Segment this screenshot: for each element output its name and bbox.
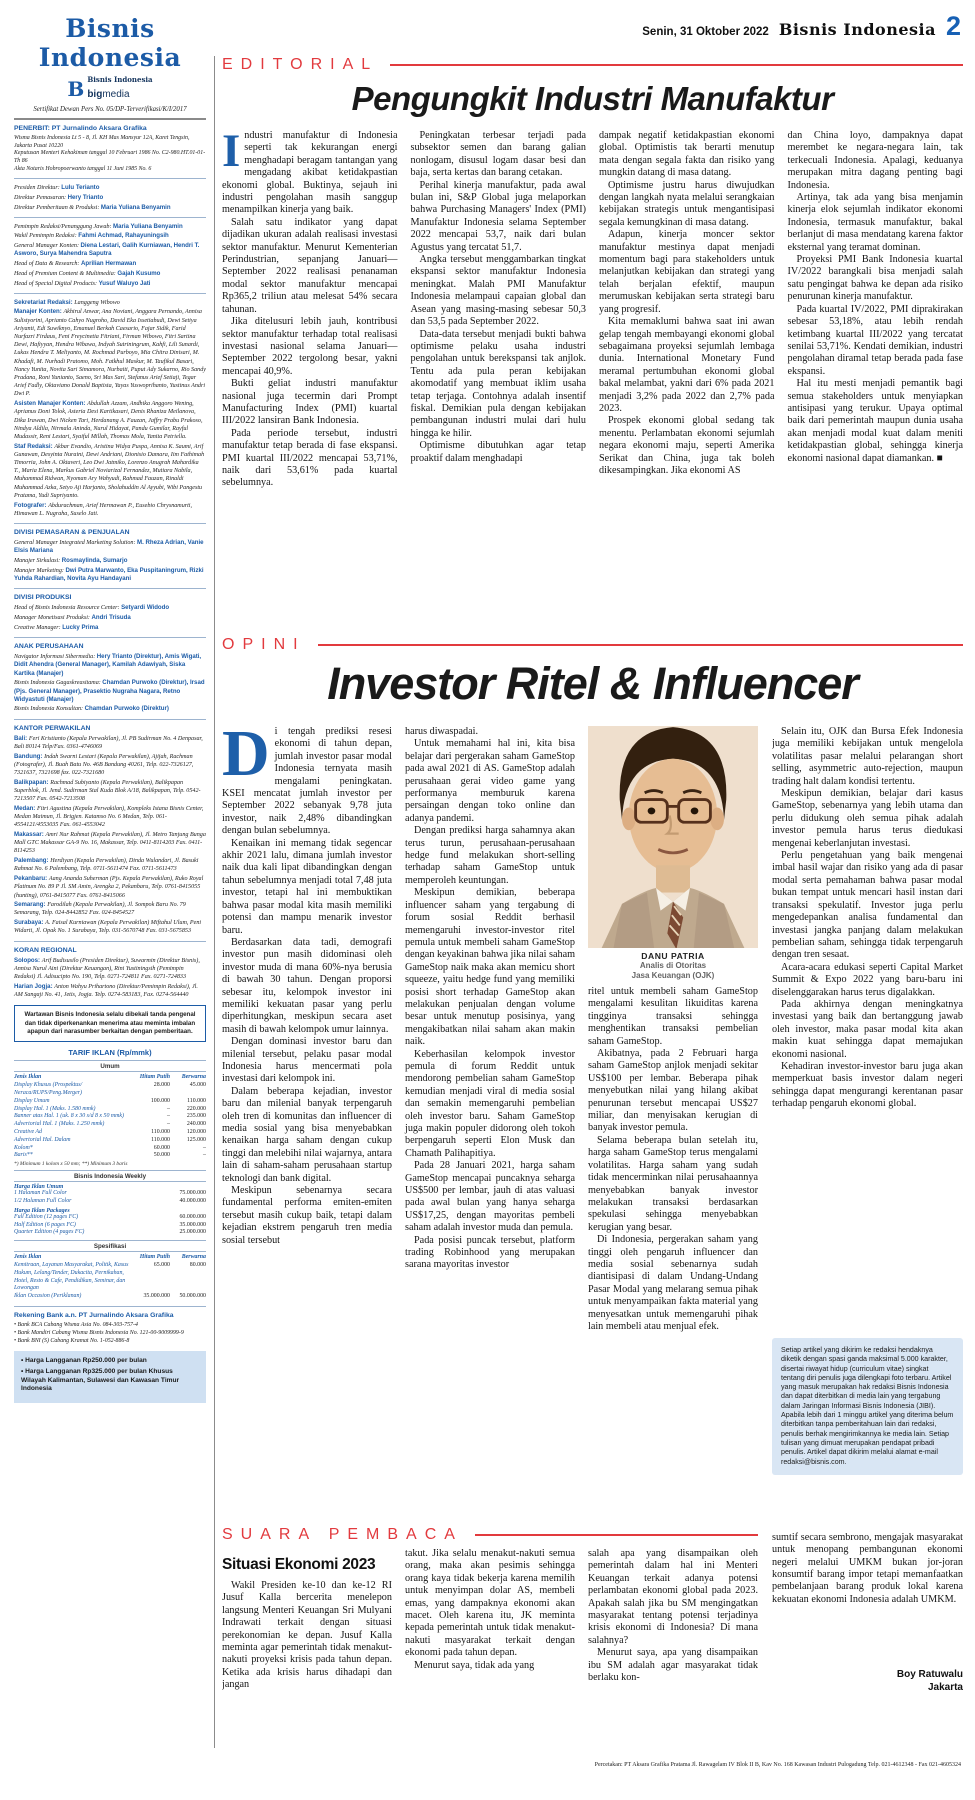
editorial-col-3: dampak negatif ketidakpastian ekonomi global. Optimistis tak berarti menutup mata dengan segala fakta dan risiko yang mungkin datang di masa datang. Optimisme justru harus diwujudkan dengan langkah nyata melalui serangkaian kebijakan strategis untuk mengantisipasi segala kemungkinan di masa datang. Adapun, kinerja moncer sektor manufaktur mestinya dapat menjadi momentum bagi para stakeholders untuk melanjutkan kebijakan dan strategi yang telah berjalan efektif, maupun merumuskan kebijakan serta strategi baru yang progresif. Kita memaklumi bahwa saat ini awan gelap tengah membayangi ekonomi global sebagaimana proyeksi sejumlah lembaga dunia. International Monetary Fund meramal pertumbuhan ekonomi global bakal melambat, yakni dari 6% pada 2021 menjadi 3,2% pada 2022 dan 2,7% pada 2023. Prospek ekonomi global sedang tak menentu. Perlambatan ekonomi sejumlah negara ekonomi maju, seperti Amerika Serikat dan China, juga tak boleh dikesampingkan. Jika ekonomi AS bbox=[599, 130, 775, 476]
signature-city: Jakarta bbox=[927, 1681, 963, 1693]
tarif-spesifikasi-header: Spesifikasi bbox=[14, 1240, 206, 1252]
tarif-umum-table: Display Khusus (Prospektus/ Neraca/RUPS/Peng.Merger) 28.000 45.000 Display Umum 100.000 110.000 Display Hal. 1 (Maks. 1.580 mmk) – 220.000 Banner atas Hal. 1 (uk. 8 x 30 s/d 8 x 50 mmk) – 235.000 Advertorial Hal. 1 (Maks. 1.250 mmk) – 240.000 Creative Ad 110.000 120.000 Advertorial Hal. Dalam 110.000 125.000 Kolom* 60.000 – Baris** 50.000 – bbox=[14, 1082, 206, 1159]
suara-body bbox=[222, 1548, 758, 1718]
anak-perusahaan-block: ANAK PERUSAHAAN Navigator Informasi Sibermedia: Hery Trianto (Direktur), Amis Wigati, Didit Ahendra (General Manager), Kamilah Adawiyah, Siska Kartika (Manajer) Bisnis Indonesia Gagaskreasitama: Chamdan Purwoko (Direktur), Irsad (Pjs. General Manager), Prasektio Nugraha Nagara, Retno Widyastuti (Manajer) Bisnis Indonesia Konsultan: Chamdan Purwoko (Direktur) bbox=[14, 643, 205, 713]
publisher-title: PENERBIT: PT Jurnalindo Aksara Grafika bbox=[14, 125, 147, 132]
opini-col-4: Selain itu, OJK dan Bursa Efek Indonesia juga memiliki kebijakan untuk mengelola volatilitas pasar melalui pelarangan short selling, asymmetric auto-rejection, maupun trading halt dalam kondisi tertentu. Meskipun demikian, belajar dari kasus GameStop, sebenarnya yang lebih utama dan perlu didukung oleh semua pihak adalah investor pemula harus terus diedukasi mengenai keberlanjutan investasi. Perlu pengetahuan yang baik mengenai imbal hasil wajar dan risiko yang ada di pasar modal serta pemahaman bahwa pasar modal bukan tempat untuk mencari hasil instan dari transaksi spekulatif. Investor juga perlu mengedepankan analisa fundamental dan investasi jangka panjang dalam melakukan pembelian saham, sehingga tidak terpengaruh dengan tren sesaat. Acara-acara edukasi seperti Capital Market Summit & Expo 2022 yang baru-baru ini diselenggarakan harus terus digalakkan. Pada akhirnya dengan meningkatnya investasi yang baik dan bertanggung jawab oleh investor, maka pasar modal kita akan makin kuat sehingga dapat memajukan ekonomi nasional. Kehadiran investor-investor baru juga akan memperkuat basis investor dalam negeri sehingga dapat mengurangi kerentanan pasar terhadap pengaruh ekonomi global. bbox=[772, 726, 963, 1110]
publisher-block bbox=[14, 125, 206, 173]
editorial-rule bbox=[390, 64, 963, 66]
koran-regional-block: KORAN REGIONAL Solopos: Arif Budisusilo (Presiden Direktur), Suwarmin (Direktur Bisnis), Annisa Nurul Aini (Direktur Keuangan), Rini Yustiningsih (Pemimpin Redaksi) Jl. Adisucipto No. 190, Telp. 0271-724811 Fax. 0271-724833 Harian Jogja: Anton Wahyu Prihartono (Direktur/Pemimpin Redaksi), Jl. AM Sangaji No. 41, Jetis, Jogja. Telp. 0274-583183, Fax. 0274-564440 bbox=[14, 946, 200, 999]
page-header bbox=[642, 11, 961, 41]
signature-name: Boy Ratuwalu bbox=[896, 1668, 963, 1680]
printer-imprint: Percetakan: PT Aksara Grafika Pratama Jl. Rawagelam IV Blok II B, Kav No. 168 Kawasan Industri Pulogadung Telp. 021-4612348 - Fax 021-4605324 bbox=[594, 1762, 961, 1768]
editorial-col-1: Industri manufaktur di Indonesia seperti tak kekurangan energi menghadapi beragam tantangan yang mengadang akibat ketidakpastian ekonomi global. Buktinya, sejauh ini industri pengolahan masih sanggup menampilkan kinerja yang baik. Salah satu indikator yang dapat dijadikan ukuran adalah realisasi investasi sektor manufaktur. Menurut Kementerian Perindustrian, sepanjang Januari—September 2022 realisasi penanaman modal sektor manufaktur mencapai Rp365,2 triliun atau melesat 54% secara tahunan. Jika ditelusuri lebih jauh, kontribusi sektor manufaktur terhadap total realisasi investasi nasional selama Januari—September 2022 tergolong besar, yakni mencapai 40,9%. Bukti geliat industri manufaktur nasional juga tecermin dari Prompt Manufacturing Index (PMI) kuartal III/2022 lansiran Bank Indonesia. Pada periode tersebut, industri manufaktur tetap berada di fase ekspansi. PMI kuartal III/2022 mencapai 53,71%, naik dari 53,61% pada kuartal sebelumnya. bbox=[222, 130, 398, 489]
bigmedia-b-icon: B bbox=[67, 76, 85, 101]
opini-dropcap: D bbox=[222, 726, 270, 790]
publisher-lines: Wisma Bisnis Indonesia Lt 5 - 8, Jl. KH Mas Mansyur 12A, Karet Tengsin, Jakarta Pusat 10220 Keputusan Menteri Kehakiman tanggal 10 Februari 1986 No. C2-980.HT.01-01-Th 86 Akta Notaris Hobropoerwanto tanggal 11 Juni 1985 No. 6 bbox=[14, 135, 206, 172]
editorial-col-4: dan China loyo, dampaknya dapat merembet ke negara-negara lain, tak terkecuali Indonesia. Apalagi, keduanya merupakan mitra dagang penting bagi Indonesia. Artinya, tak ada yang bisa menjamin kinerja elok sejumlah indikator ekonomi Indonesia, termasuk manufaktur, bakal berlanjut di masa mendatang karena faktor eksternal yang teramat dominan. Proyeksi PMI Bank Indonesia kuartal IV/2022 barangkali bisa menjadi salah satu pengingat bahwa ke depan ada risiko penurunan kinerja manufaktur. Pada kuartal IV/2022, PMI diprakirakan sebesar 53,18%, atau lebih rendah ketimbang kuartal III/2022 yang tercatat senilai 53,71%. Kendati demikian, industri pengolahan diramal tetap berada pada fase ekspansi. Hal itu mesti menjadi pemantik bagi semua stakeholders untuk menyiapkan antisipasi yang terukur. Upaya optimal baik dari pemerintah maupun dunia usaha akan menjadi modal kuat dalam meniti ketidakpastian global, sehingga kinerja ekonomi nasional dapat diamankan. ■ bbox=[787, 130, 963, 464]
tarif-spesifikasi-table: Kemitraan, Layanan Masyarakat, Politik, Kasus Hukum, Lelang/Tender, Dukacita, Pernikahan, Hotel, Resto & Cafe, Pendidikan, Seminar, dan Lowongan 65.000 80.000 Iklan Occasion (Periklanan) 35.000.000 50.000.000 bbox=[14, 1262, 206, 1300]
tarif-iklan-title: TARIF IKLAN (Rp/mmk) bbox=[68, 1048, 152, 1058]
opini-col-2: harus diwaspadai. Untuk memahami hal ini, kita bisa belajar dari pergerakan saham GameStop pada awal 2021 di AS. GameStop adalah perusahaan gerai video game yang performanya memburuk karena persaingan dengan toko online dan adanya pandemi. Dengan prediksi harga sahamnya akan terus turun, perusahaan-perusahaan hedge fund melakukan short-selling terhadap saham GameStop untuk memperoleh keuntungan. Meskipun demikian, beberapa influencer saham yang tergabung di forum sosial Reddit berhasil memengaruhi investor-investor ritel pemula untuk membeli saham GameStop dengan keyakinan bahwa jika nilai saham GameStop naik maka akan memicu short squeeze, yaitu hedge fund yang memiliki posisi short terhadap GameStop akan melakukan penjualan dengan volume besar untuk menutup posisinya, yang mengakibatkan nilai saham akan makin naik. Keberhasilan kelompok investor pemula di forum Reddit untuk mendorong pembelian saham GameStop kemudian menjadi viral di media sosial dan semakin memengaruhi pembelian oleh investor baru. Saham GameStop juga makin populer didorong oleh tokoh berpengaruh seperti Elon Musk dan Chamath Palihapitiya. Pada 28 Januari 2021, harga saham GameStop mencapai puncaknya seharga US$500 per lembar, jauh di atas valuasi pada awal bulan yang hanya seharga US$17,25, dengan mayoritas pembeli saham adalah investor muda dan pemula. Pada posisi puncak tersebut, platform trading Robinhood yang merupakan sarana mayoritas investor bbox=[405, 726, 576, 1271]
editorial-col-2: Peningkatan terbesar terjadi pada subsektor semen dan barang galian nonlogam, disusul logam dasar besi dan baja, serta kertas dan barang cetakan. Perihal kinerja manufaktur, pada awal bulan ini, S&P Global juga melaporkan bahwa Purchasing Managers' Index (PMI) Manufaktur Indonesia selama September 2022 mencapai 53,7, naik dari bulan Agustus yang tercatat 51,7. Angka tersebut menggambarkan tingkat ekspansi sektor manufaktur Indonesia meningkat. Malah PMI Manufaktur Indonesia melampaui capaian global dan Asean yang masing-masing sebesar 50,3 dan 53,5 pada September 2022. Data-data tersebut menjadi bukti bahwa optimisme pelaku usaha industri pengolahan untuk berekspansi tak anjlok. Tentu ada pula peran kebijakan akomodatif yang membuat iklim usaha tetap terjaga. Contohnya adalah insentif fiskal. Demikian pula dengan kebijakan pembangunan industri mulai dari hulu hingga ke hilir. Optimisme dibutuhkan agar tetap proaktif dalam menghadapi bbox=[410, 130, 586, 464]
edition-date: Senin, 31 Oktober 2022 bbox=[642, 26, 769, 38]
editorial-section-header bbox=[222, 56, 963, 74]
suara-label: SUARA PEMBACA bbox=[222, 1526, 463, 1543]
tarif-weekly-table-1: 1 Halaman Full Color 75.000.000 1/2 Halaman Full Color 40.000.000 bbox=[14, 1190, 206, 1205]
right-rail bbox=[772, 726, 963, 1718]
suara-section-header bbox=[222, 1526, 758, 1544]
author-caption: DANU PATRIA Analis di Otoritas Jasa Keuangan (OJK) bbox=[588, 951, 758, 980]
tarif-spesifikasi-columns: Jenis Iklan Hitam Putih Berwarna bbox=[14, 1254, 206, 1261]
opini-body bbox=[222, 726, 758, 1514]
tarif-weekly-table-2: Full Edition (12 pages FC) 60.000.000 Half Edition (6 pages FC) 35.000.000 Quarter Edition (4 pages FC) 25.000.000 bbox=[14, 1213, 206, 1236]
newspaper-logo: Bisnis Indonesia bbox=[38, 14, 182, 72]
wartawan-notice-box: Wartawan Bisnis Indonesia selalu dibekali tanda pengenal dan tidak diperkenankan menerima atau meminta imbalan apapun dari narasumber berkaitan dengan pemberitaan. bbox=[14, 1005, 206, 1042]
suara-rule bbox=[475, 1534, 758, 1536]
directors-block: Presiden Direktur: Lulu Terianto Direktur Pemasaran: Hery Trianto Direktur Pemberitaan & Produksi: Maria Yuliana Benyamin bbox=[14, 184, 171, 211]
suara-col-4: sumtif secara sembrono, mengajak masyarakat untuk menopang pembangunan ekonomi negeri melalui UMKM bukan jor-joran konsumtif barang impor tetapi memanfaatkan pembelanjaan barang produk lokal karena kekuatan ekonomi Indonesia adalah UMKM. bbox=[772, 1531, 963, 1605]
suara-col-2: takut. Jika selalu menakut-nakuti semua orang, maka akan pesimis sehingga orang kaya tidak bekerja karena memilih untuk menyimpan dolar AS, membeli emas, yang dampaknya ekonomi akan macet. Oleh karena itu, JK meminta kepada pemerintah untuk tidak menakut-nakuti masyarakat terkait dengan ekonomi pada tahun depan. Menurut saya, tidak ada yang bbox=[405, 1548, 575, 1671]
suara-col-1: Situasi Ekonomi 2023 Wakil Presiden ke-10 dan ke-12 RI Jusuf Kalla bercerita menelepon langsung Menteri Keuangan Sri Mulyani Indrawati terkait dengan situasi perekonomian ke depan. Jusuf Kalla meminta agar pemerintah tidak menakut-nakuti proyeksi krisis pada tahun depan. Ketika ada krisis harus dihadapi dan jangan bbox=[222, 1556, 392, 1691]
suara-pembaca-section bbox=[222, 1526, 758, 1718]
divisi-pemasaran-block: DIVISI PEMASARAN & PENJUALAN General Manager Integrated Marketing Solution: M. Rheza Adrian, Vanie Elsis Mariana Manajer Sirkulasi: Rosmaylinda, Sumarjo Manajer Marketing: Dwi Putra Marwanto, Eka Puspitaningrum, Rizki Yuhda Rahardian, Novita Ayu Handayani bbox=[14, 528, 204, 582]
editorial-label: EDITORIAL bbox=[222, 56, 379, 73]
opini-rule bbox=[318, 644, 963, 646]
opini-label: OPINI bbox=[222, 636, 306, 653]
kantor-perwakilan-block: KANTOR PERWAKILAN Bali: Feri Kristianto (Kepala Perwakilan), Jl. PB Sudirman No. 4 Denpasar, Bali 80114 Telp/Fax. 0361-4746069 Bandung: Indah Swarni Lestari (Kepala Perwakilan), Ajijah, Rachman (Fotografer), Jl. Buah Batu No. 46B Bandung 40261, Telp. 022-7326127, 7321637, 7321698 fax. 022-7321680 Balikpapan: Rachmad Subiyanto (Kepala Perwakilan), Balikpapan Superblok, Jl. Jend. Sudirman Stal Kuda Blok A/18, Balikpapan, Telp. 0542-7213507 Fax. 0542-7213508 Medan: Fitri Agustina (Kepala Perwakilan), Kompleks Istana Bisnis Center, Medan Maimun, Jl. Brigjen. Katamso No. 6 Medan, Telp. 061-4554121/4553035 Fax. 061-4553042 Makassar: Amri Nur Rahmat (Kepala Perwakilan), Jl. Metro Tanjung Bunga Mall GTC Makassar GA-9 No. 16, Makassar, Telp. 0411-8114203 Fax. 0411-8114253 Palembang: Herdiyan (Kepala Perwakilan), Dinda Wulandari, Jl. Basuki Rahmat No. 6 Palembang, Telp. 0711-5611474 Fax. 0711-5611473 Pekanbaru: Aang Ananda Suherman (Pjs. Kepala Perwakilan), Ruko Royal Platinum No. 89 P Jl. SM Amin, Arengka 2, Pekanbaru, Telp. 0761-8415055 (hunting), 0761-8415077 Fax. 0761-8415066 Semarang: Farodilah (Kepala Perwakilan), Jl. Sompok Baru No. 79 Semarang, Telp. 024-8442852 Fax. 024-8454527 Surabaya: A. Faisal Kurniawan (Kepala Perwakilan) Miftahul Ulum, Peni Widarti, Jl. Opak No. 1 Surabaya, Telp. 031-5670748 Fax. 031-5675853 bbox=[14, 724, 206, 935]
suara-letter-title: Situasi Ekonomi 2023 bbox=[222, 1556, 376, 1573]
opini-col-1: Di tengah prediksi resesi ekonomi di tahun depan, jumlah investor pasar modal Indonesia ternyata masih mengalami peningkatan. KSEI mencatat jumlah investor per September 2022 sebanyak 9,78 juta investor, naik 2,48% dibandingkan dengan bulan sebelumnya. Kenaikan ini memang tidak segencar akhir 2021 lalu, dimana jumlah investor naik dua kali lipat dibandingkan dengan tahun sebelumnya menjadi total 7,48 juta investor, tetapi hal ini membuktikan bahwa pasar modal kita masih memiliki potensi dan mampu menarik investor baru. Berdasarkan data tadi, demografi investor pun masih didominasi oleh investor muda di mana 60%-nya berusia di bawah 30 tahun. Dengan proporsi sebesar itu, kelompok investor ini memiliki kekuatan pasar yang perlu diperhitungkan, meskipun secara aset masih di bawah kelompok umur lainnya. Dengan dominasi investor baru dan milenial tersebut, pelaku pasar modal Indonesia harus mencermati pola investasi dari kelompok ini. Dalam beberapa kejadian, investor baru dan milenial banyak terpengaruh oleh tren di komunitas dan influencer di media sosial yang bisa menyebabkan kenaikan harga saham dengan cukup tinggi dan melebihi nilai wajarnya, antara lain di saham-saham perusahaan startup teknologi dan bank digital. Meskipun sebenarnya secara fundamental performa emiten-emiten tersebut masih cukup baik, tetapi dalam kejadian ekstrem pengaruh tren media sosial tersebut bbox=[222, 726, 392, 1246]
editorial-headline: Pengungkit Industri Manufaktur bbox=[351, 80, 834, 117]
harga-langganan-box: • Harga Langganan Rp250.000 per bulan • Harga Langganan Rp325.000 per bulan Khusus Wilayah Kalimantan, Sulawesi dan Kawasan Timur Indonesia bbox=[14, 1351, 206, 1403]
opini-headline: Investor Ritel & Influencer bbox=[327, 658, 858, 709]
editorial-dropcap: I bbox=[222, 130, 241, 177]
brand-name: Bisnis Indonesia bbox=[778, 20, 936, 39]
author-photo bbox=[588, 726, 758, 948]
masthead-sidebar: Bisnis Indonesia B Bisnis Indonesia bigmedia Sertifikat Dewan Pers No. 05/DP-Terverifikasi/K/I/2017 PENERBIT: PT Jurnalindo Aksara Grafika Wisma Bisnis Indonesia Lt 5 - 8, Jl. KH Mas Mansyur 12A, Karet Tengsin, Jakarta Pusat 10220 Keputusan Menteri Kehakiman tanggal 10 Februari 1986 No. C2-980.HT.01-01-Th 86 Akta Notaris Hobropoerwanto tanggal 11 Juni 1985 No. 6 Presiden Direktur: Lulu Terianto Direktur Pemasaran: Hery Trianto Direktur Pemberitaan & Produksi: Maria Yuliana Benyamin Pemimpin Redaksi/Penanggung Jawab: Maria Yuliana Benyamin Wakil Pemimpin Redaksi: Fahmi Achmad, Rahayuningsih General Manager Konten: Diena Lestari, Galih Kurniawan, Hendri T. Asworo, Surya Mahendra Saputra Head of Data & Research: Aprilian Hermawan Head of Premium Content & Multimedia: Gajah Kusumo Head of Special Digital Products: Yusuf Waluyo Jati Sekretariat Redaksi: Langgeng Wibowo Manajer Konten: Akhirul Anwar, Ana Noviani, Anggara Pernando, Annisa Sulistyorini, Aprianto Cahyo Nugroho, David Eka Issetiabudi, Dewi Setiya Ariyanti, Edi Suwiknyo, Emanuel Berkah Caesario, Fajar Sidik, Farid Nurfazri Firdaus, Feni Freycinetia Fitriani, Firman Wibowo, Fitri Sartina Dewi, Hafiyyan, Hendra Wibawa, Indyah Sutriningrum, Kahfi, Lili Sunardi, Lukas Hendra T. Meliyanto, M. Rochmad Purboyo, Mia Chitra Dinisari, M. Khadafi, M. Nurhadi Pratomo, Moh. Fatkhul Maskur, M. Taufikul Basari, Nancy Yunita, Novita Sari Simamora, Nurbaiti, Puput Ady Sukarno, Rio Sandy Pradana, Roni Yunianto, Saeno, Sri Mas Sari, Stefanus Arief Setiaji, Tegar Arief Fadly, Oktaviano Donald Baptista, Yayas Yuswoprihanto, Yustinus Andri Dwi P. Asisten Manajer Konten: Abdullah Azzam, Andhika Anggoro Wening, Aprianus Doni Tolok, Asteria Desi Kartikasari, Denis Rhaniza Meilanova, Dika Irawan, Dwi Nicken Tari, Herdanang A. Fauzan, Jaffry Prabu Prakoso, Nindya Aldila, Nirmala Aninda, Nurul Hidayat, Pandu Gumilar, Rayful Mudassir, Reni Lestari, Syaiful Millah, Thomas Mola, Yanita Petriella. Staf Redaksi: Akbar Evandio, Aristina Widya Puspa, Annisa K. Saumi, Arif Gunawan, Desyinta Nuraini, Dewi Andriani, Dionisio Damara, Iim Fathimah Timorria, John A. Oktaveri, Leo Dwi Jatmiko, Lorenzo Anugrah Mahardika T., Maria Elena, Markus Gabriel Noviarizal Fernandez, Mutiara Nabila, Muhammad Ridwan, Nyoman Ary Wahyudi, Rahmad Fauzan, Rinaldi Muhammad Azka, Setyo Aji Harjanto, Sholahuddin Al Ayyubi, Wibi Pangestu Pratama, Yudi Supriyanto. Fotografer: Abdurachman, Arief Hermawan P., Eusebio Chrysnamurti, Himawan L. Nugraha, Suselo Jati. DIVISI PEMASARAN & PENJUALAN General Manager Integrated Marketing Solution: M. Rheza Adrian, Vanie Elsis Mariana Manajer Sirkulasi: Rosmaylinda, Sumarjo Manajer Marketing: Dwi Putra Marwanto, Eka Puspitaningrum, Rizki Yuhda Rahardian, Novita Ayu Handayani DIVISI PRODUKSI Head of Bisnis Indonesia Resource Center: Setyardi Widodo Manager Monetisasi Produksi: Andri Trisuda Creative Manager: Lucky Prima ANAK PERUSAHAAN Navigator Informasi Sibermedia: Hery Trianto (Direktur), Amis Wigati, Didit Ahendra (General Manager), Kamilah Adawiyah, Siska Kartika (Manajer) Bisnis Indonesia Gagaskreasitama: Chamdan Purwoko (Direktur), Irsad (Pjs. General Manager), Prasektio Nugraha Nagara, Retno Widyastuti (Manajer) Bisnis Indonesia Konsultan: Chamdan Purwoko (Direktur) KANTOR PERWAKILAN Bali: Feri Kristianto (Kepala Perwakilan), Jl. PB Sudirman No. 4 Denpasar, Bali 80114 Telp/Fax. 0361-4746069 Bandung: Indah Swarni Lestari (Kepala Perwakilan), Ajijah, Rachman (Fotografer), Jl. Buah Batu No. 46B Bandung 40261, Telp. 022-7326127, 7321637, 7321698 fax. 022-7321680 Balikpapan: Rachmad Subiyanto (Kepala Perwakilan), Balikpapan Superblok, Jl. Jend. Sudirman Stal Kuda Blok A/18, Balikpapan, Telp. 0542-7213507 Fax. 0542-7213508 Medan: Fitri Agustina (Kepala Perwakilan), Kompleks Istana Bisnis Center, Medan Maimun, Jl. Brigjen. Katamso No. 6 Medan, Telp. 061-4554121/4553035 Fax. 061-4553042 Makassar: Amri Nur Rahmat (Kepala Perwakilan), Jl. Metro Tanjung Bunga Mall GTC Makassar GA-9 No. 16, Makassar, Telp. 0411-8114203 Fax. 0411-8114253 Palembang: Herdiyan (Kepala Perwakilan), Dinda Wulandari, Jl. Basuki Rahmat No. 6 Palembang, Telp. 0711-5611474 Fax. 0711-5611473 Pekanbaru: Aang Ananda Suherman (Pjs. Kepala Perwakilan), Ruko Royal Platinum No. 89 P Jl. SM Amin, Arengka 2, Pekanbaru, Telp. 0761-8415055 (hunting), 0761-8415077 Fax. 0761-8415066 Semarang: Farodilah (Kepala Perwakilan), Jl. Sompok Baru No. 79 Semarang, Telp. 024-8442852 Fax. 024-8454527 Surabaya: A. Faisal Kurniawan (Kepala Perwakilan) Miftahul Ulum, Peni Widarti, Jl. Opak No. 1 Surabaya, Telp. 031-5670748 Fax. 031-5675853 KORAN REGIONAL Solopos: Arif Budisusilo (Presiden Direktur), Suwarmin (Direktur Bisnis), Annisa Nurul Aini (Direktur Keuangan), Rini Yustiningsih (Pemimpin Redaksi) Jl. Adisucipto No. 190, Telp. 0271-724811 Fax. 0271-724833 Harian Jogja: Anton Wahyu Prihartono (Direktur/Pemimpin Redaksi), Jl. AM Sangaji No. 41, Jetis, Jogja. Telp. 0274-583183, Fax. 0274-564440 Wartawan Bisnis Indonesia selalu dibekali tanda pengenal dan tidak diperkenankan menerima atau meminta imbalan apapun dari narasumber berkaitan dengan pemberitaan. TARIF IKLAN (Rp/mmk) Umum Jenis Iklan Hitam Putih Berwarna Display Khusus (Prospektus/ Neraca/RUPS/Peng.Merger) 28.000 45.000 Display Umum 100.000 110.000 Display Hal. 1 (Maks. 1.580 mmk) – 220.000 Banner atas Hal. 1 (uk. 8 x 30 s/d 8 x 50 mmk) – 235.000 Advertorial Hal. 1 (Maks. 1.250 mmk) – 240.000 Creative Ad 110.000 120.000 Advertorial Hal. Dalam 110.000 125.000 Kolom* 60.000 – Baris** 50.000 – *) Minimum 1 kolom x 50 mm; **) Minimum 3 baris Bisnis Indonesia Weekly Harga Iklan Umum 1 Halaman Full Color 75.000.000 1/2 Halaman Full Color 40.000.000 Harga Iklan Packages Full Edition (12 pages FC) 60.000.000 Half Edition (6 pages FC) 35.000.000 Quarter Edition (4 pages FC) 25.000.000 Spesifikasi Jenis Iklan Hitam Putih Berwarna Kemitraan, Layanan Masyarakat, Politik, Kasus Hukum, Lelang/Tender, Dukacita, Pernikahan, Hotel, Resto & Cafe, Pendidikan, Seminar, dan Lowongan 65.000 80.000 Iklan Occasion (Periklanan) 35.000.000 50.000.000 Rekening Bank a.n. PT Jurnalindo Aksara Grafika • Bank BCA Cabang Wisma Asia No. 084-303-757-4 • Bank Mandiri Cabang Wisma Bisnis Indonesia No. 121-00-9009999-9 • Bank BNI (S) Cabang Kramat No. 1-052-886-8 • Harga Langganan Rp250.000 per bulan • Harga Langganan Rp325.000 per bulan Khusus Wilayah Kalimantan, Sulawesi dan Kawasan Timur Indonesia bbox=[14, 12, 206, 1788]
tarif-footnote: *) Minimum 1 kolom x 50 mm; **) Minimum 3 baris bbox=[14, 1161, 128, 1168]
bigmedia-logo: B Bisnis Indonesia bigmedia bbox=[67, 75, 153, 101]
tarif-umum-columns: Jenis Iklan Hitam Putih Berwarna bbox=[14, 1074, 206, 1081]
opini-section-header bbox=[222, 636, 963, 654]
letter-signature bbox=[772, 1668, 963, 1694]
column-divider bbox=[214, 56, 215, 1748]
rekening-bank-block: Rekening Bank a.n. PT Jurnalindo Aksara Grafika • Bank BCA Cabang Wisma Asia No. 084-303-757-4 • Bank Mandiri Cabang Wisma Bisnis Indonesia No. 121-00-9009999-9 • Bank BNI (S) Cabang Kramat No. 1-052-886-8 bbox=[14, 1311, 184, 1344]
tarif-weekly-header: Bisnis Indonesia Weekly bbox=[14, 1170, 206, 1182]
editorial-body bbox=[222, 130, 963, 626]
opini-col-3: DANU PATRIA Analis di Otoritas Jasa Keuangan (OJK) ritel untuk membeli saham GameStop mengalami kesulitan likuiditas karena tingginya transaksi sehingga menghentikan transaksi pembelian saham GameStop. Akibatnya, pada 2 Februari harga saham GameStop anjlok menjadi sekitar US$100 per lembar. Beberapa pihak menyebutkan nilai yang hilang akibat penurunan tersebut mencapai US$27 miliar, dan menyisakan kerugian di banyak investor pemula. Selama beberapa bulan setelah itu, harga saham GameStop terus mengalami volatilitas. Harga saham yang sudah tidak mencerminkan nilai perusahaannya menyebabkan banyak investor melakukan transaksi berdasarkan spekulasi sehingga menyebabkan kerugian yang besar. Di Indonesia, pergerakan saham yang tinggi oleh pengaruh influencer dan media sosial sebenarnya sudah diantisipasi di dalam Undang-Undang Pasar Modal yang melarang semua pihak untuk menyampaikan fakta material yang menyesatkan untuk memengaruhi pihak lain membeli atau menjual efek. bbox=[588, 726, 758, 1514]
editors-block: Pemimpin Redaksi/Penanggung Jawab: Maria Yuliana Benyamin Wakil Pemimpin Redaksi: Fahmi Achmad, Rahayuningsih General Manager Konten: Diena Lestari, Galih Kurniawan, Hendri T. Asworo, Surya Mahendra Saputra Head of Data & Research: Aprilian Hermawan Head of Premium Content & Multimedia: Gajah Kusumo Head of Special Digital Products: Yusuf Waluyo Jati bbox=[14, 222, 200, 287]
author-name: DANU PATRIA bbox=[641, 951, 705, 961]
page-number: 2 bbox=[945, 11, 961, 41]
suara-col-3: salah apa yang disampaikan oleh pemerintah dalam hal ini Menteri Keuangan terkait adanya potensi perlambatan ekonomi global pada 2023. Apakah salah jika bu SM mengingatkan masyarakat tentang potensi terjadinya krisis ekonomi di Indonesia? Di mana salahnya? Menurut saya, apa yang disampaikan ibu SM adalah agar masyarakat tidak berlaku kon- bbox=[588, 1548, 758, 1684]
artikel-submission-notice: Setiap artikel yang dikirim ke redaksi hendaknya diketik dengan spasi ganda maksimal 5.000 karakter, disertai riwayat hidup (curriculum vitae) singkat tentang diri penulis juga dilengkapi foto terbaru. Artikel yang masuk merupakan hak redaksi Bisnis Indonesia dan dapat diterbitkan di media lain yang tergabung dalam Jaringan Informasi Bisnis Indonesia (JIBI). Apabila lebih dari 1 minggu artikel yang diterima belum diterbitkan tanpa pemberitahuan lain dari redaksi, penulis berhak mengirimkannya ke media lain. Setiap tulisan yang dimuat merupakan pendapat pribadi penulis. Artikel dapat dikirim melalui alamat e-mail redaksi@bisnis.com. bbox=[772, 1338, 963, 1475]
redaksi-lists-block: Sekretariat Redaksi: Langgeng Wibowo Manajer Konten: Akhirul Anwar, Ana Noviani, Anggara Pernando, Annisa Sulistyorini, Aprianto Cahyo Nugroho, David Eka Issetiabudi, Dewi Setiya Ariyanti, Edi Suwiknyo, Emanuel Berkah Caesario, Fajar Sidik, Farid Nurfazri Firdaus, Feni Freycinetia Fitriani, Firman Wibowo, Fitri Sartina Dewi, Hafiyyan, Hendra Wibawa, Indyah Sutriningrum, Kahfi, Lili Sunardi, Lukas Hendra T. Meliyanto, M. Rochmad Purboyo, Mia Chitra Dinisari, M. Khadafi, M. Nurhadi Pratomo, Moh. Fatkhul Maskur, M. Taufikul Basari, Nancy Yunita, Novita Sari Simamora, Nurbaiti, Puput Ady Sukarno, Rio Sandy Pradana, Roni Yunianto, Saeno, Sri Mas Sari, Stefanus Arief Setiaji, Tegar Arief Fadly, Oktaviano Donald Baptista, Yayas Yuswoprihanto, Yustinus Andri Dwi P. Asisten Manajer Konten: Abdullah Azzam, Andhika Anggoro Wening, Aprianus Doni Tolok, Asteria Desi Kartikasari, Denis Rhaniza Meilanova, Dika Irawan, Dwi Nicken Tari, Herdanang A. Fauzan, Jaffry Prabu Prakoso, Nindya Aldila, Nirmala Aninda, Nurul Hidayat, Pandu Gumilar, Rayful Mudassir, Reni Lestari, Syaiful Millah, Thomas Mola, Yanita Petriella. Staf Redaksi: Akbar Evandio, Aristina Widya Puspa, Annisa K. Saumi, Arif Gunawan, Desyinta Nuraini, Dewi Andriani, Dionisio Damara, Iim Fathimah Timorria, John A. Oktaveri, Leo Dwi Jatmiko, Lorenzo Anugrah Mahardika T., Maria Elena, Markus Gabriel Noviarizal Fernandez, Mutiara Nabila, Muhammad Ridwan, Nyoman Ary Wahyudi, Rahmad Fauzan, Rinaldi Muhammad Azka, Setyo Aji Harjanto, Sholahuddin Al Ayyubi, Wibi Pangestu Pratama, Yudi Supriyanto. Fotografer: Abdurachman, Arief Hermawan P., Eusebio Chrysnamurti, Himawan L. Nugraha, Suselo Jati. bbox=[14, 298, 206, 517]
tarif-umum-header: Umum bbox=[14, 1060, 206, 1072]
press-certificate: Sertifikat Dewan Pers No. 05/DP-Terverifikasi/K/I/2017 bbox=[33, 106, 187, 113]
main-content bbox=[222, 12, 963, 1788]
divisi-produksi-block: DIVISI PRODUKSI Head of Bisnis Indonesia Resource Center: Setyardi Widodo Manager Monetisasi Produksi: Andri Trisuda Creative Manager: Lucky Prima bbox=[14, 594, 170, 631]
